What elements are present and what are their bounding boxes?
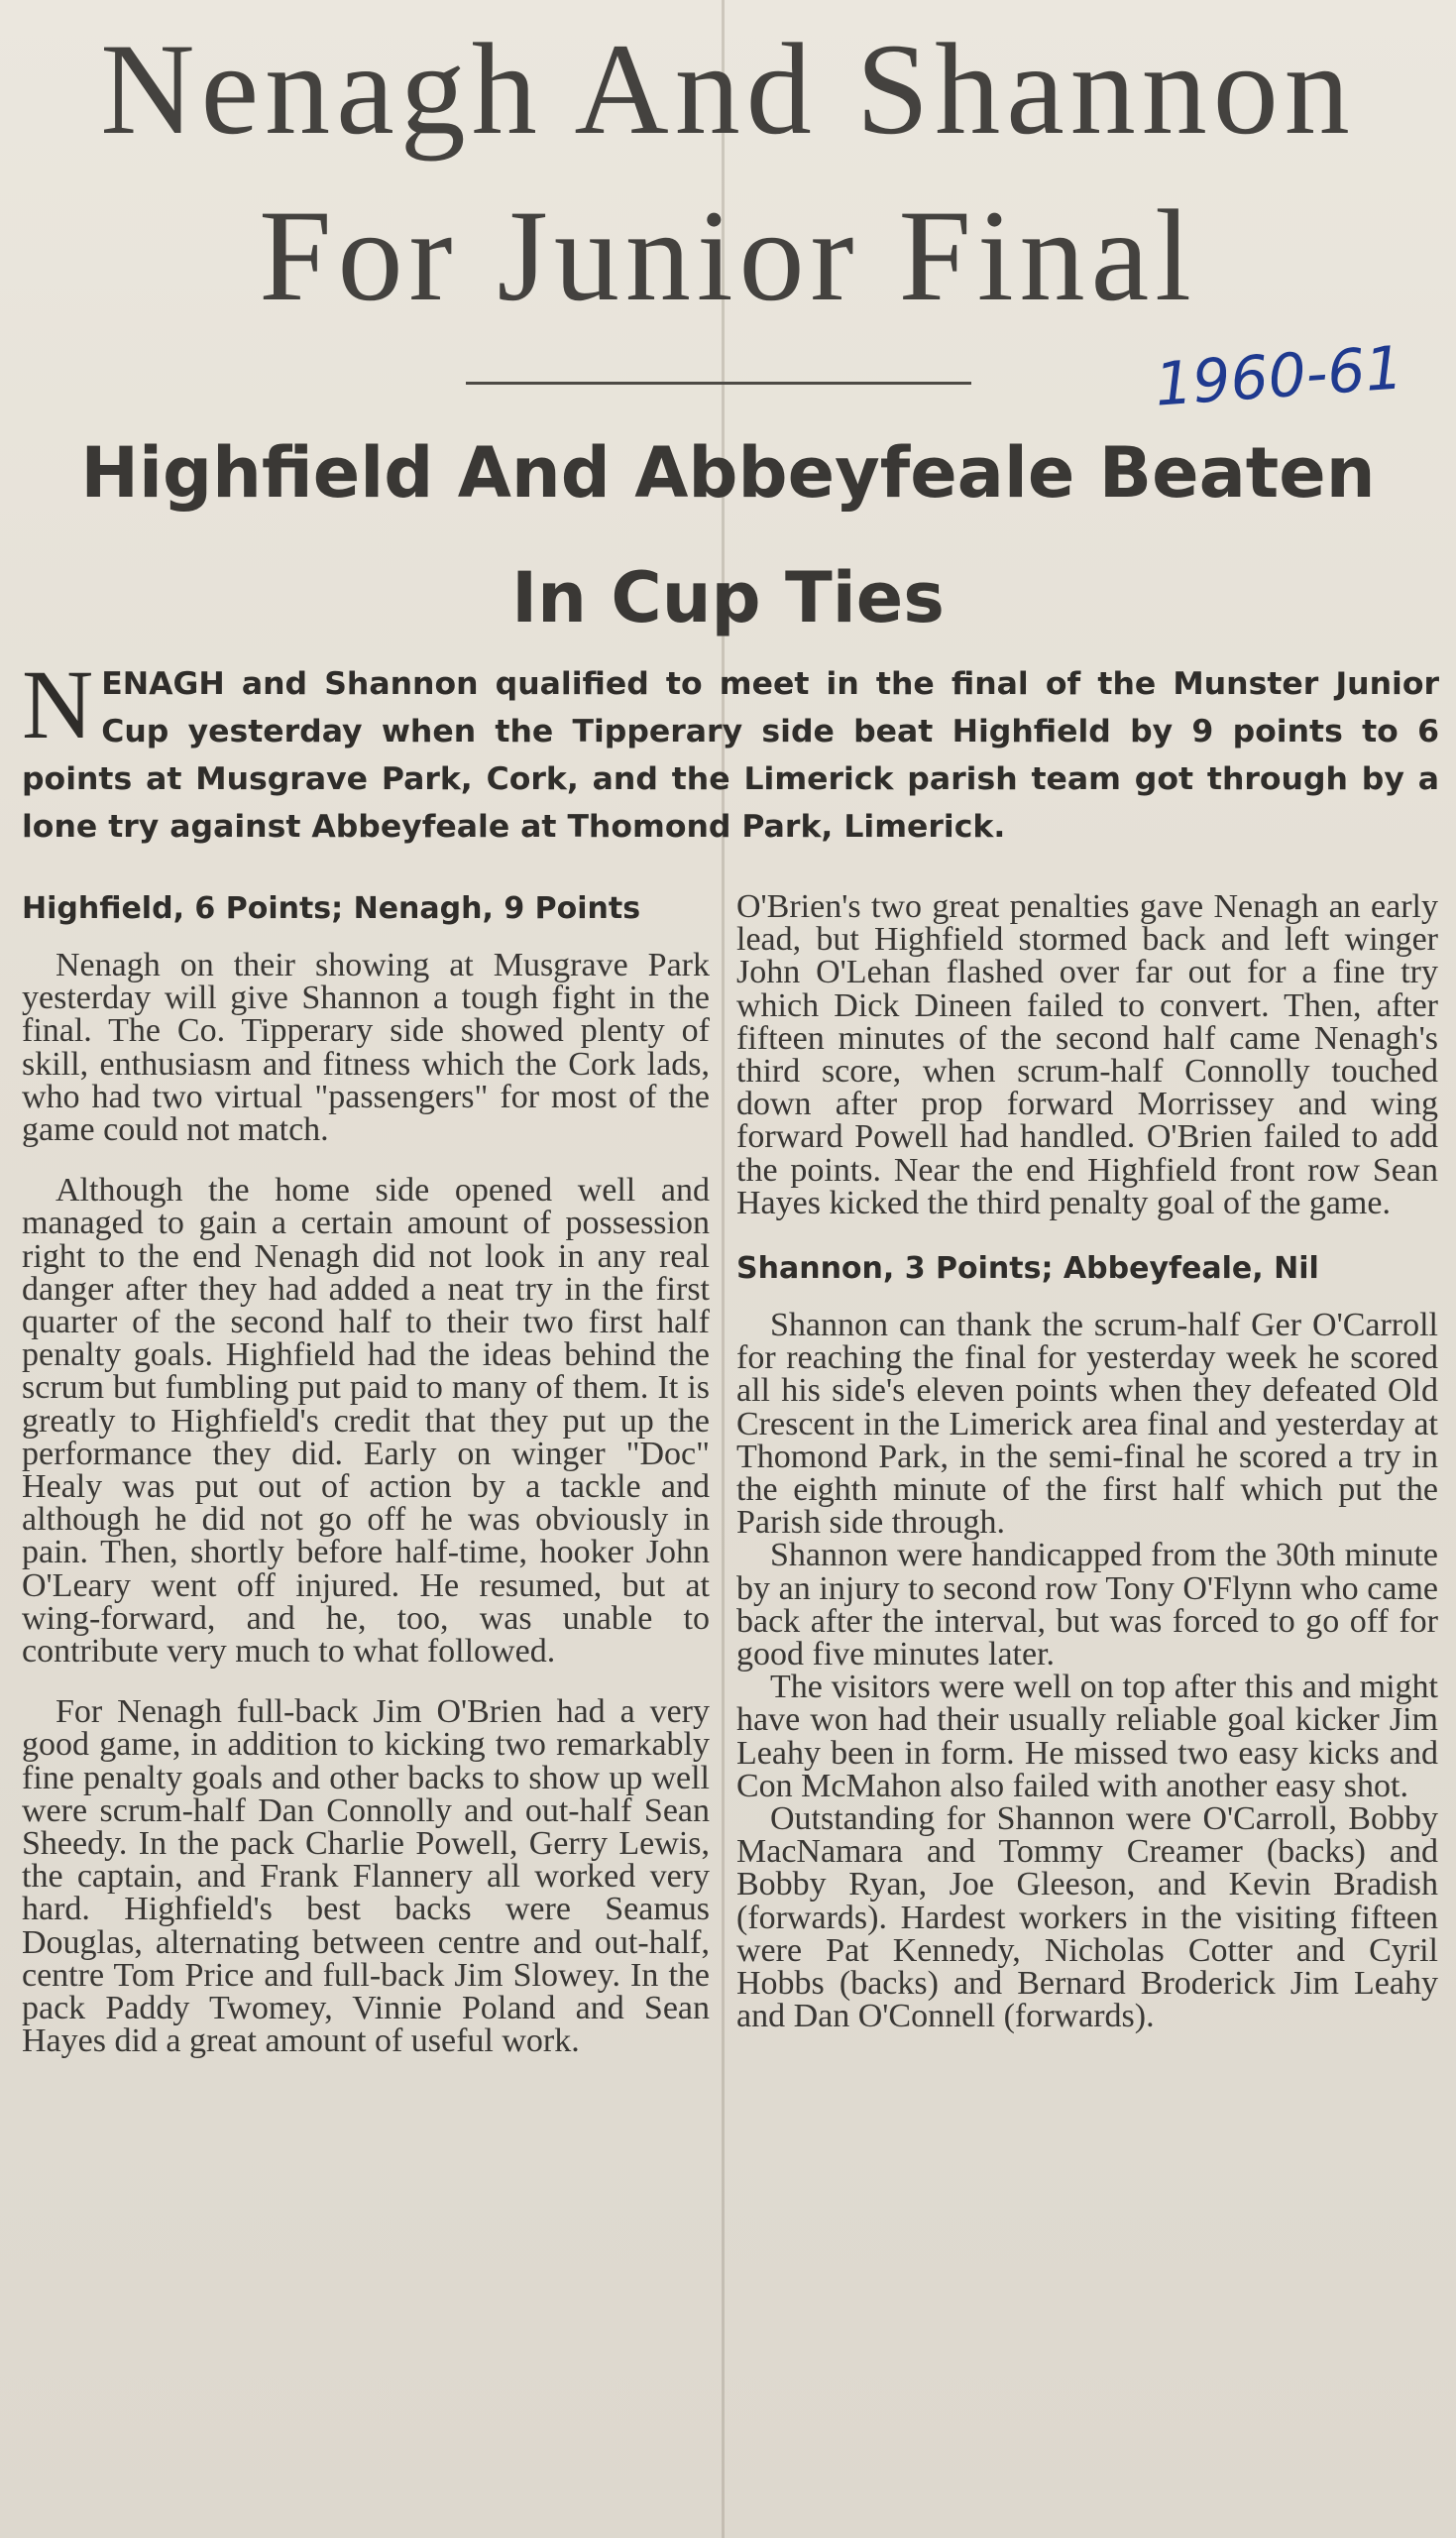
page-fold xyxy=(722,0,725,2538)
headline-rule xyxy=(466,382,971,385)
section-heading-highfield-nenagh: Highfield, 6 Points; Nenagh, 9 Points xyxy=(22,891,641,926)
article-paragraph: For Nenagh full-back Jim O'Brien had a very good game, in addition to kicking two remarkably fine penalty goals and other backs to show up well were scrum-half Dan Connolly and out-half Sean Sheedy. In the pack Charlie Powell, Gerry Lewis, the captain, and Frank Flannery all worked very hard. Highfield's best backs were Seamus Douglas, alternating between centre and out-half, centre Tom Price and full-back Jim Slowey. In the pack Paddy Twomey, Vinnie Poland and Sean Hayes did a great amount of useful work. xyxy=(22,1693,710,2060)
headline-line-1: Nenagh And Shannon xyxy=(100,16,1356,162)
article-paragraph: Outstanding for Shannon were O'Carroll, Bobby MacNamara and Tommy Creamer (backs) and Bobby Ryan, Joe Gleeson, and Kevin Bradish (forwards). Hardest workers in the visiting fifteen were Pat Kennedy, Nicholas Cotter and Cyril Hobbs (backs) and Bernard Broderick Jim Leahy and Dan O'Connell (forwards). xyxy=(736,1800,1438,2035)
column-left xyxy=(22,887,710,2523)
article-paragraph: Shannon were handicapped from the 30th minute by an injury to second row Tony O'Flynn who came back after the interval, but was forced to go off for good five minutes later. xyxy=(736,1537,1438,1673)
section-heading-shannon-abbeyfeale: Shannon, 3 Points; Abbeyfeale, Nil xyxy=(736,1251,1319,1287)
subheadline-line-1: Highfield And Abbeyfeale Beaten xyxy=(80,432,1376,514)
headline-line-2: For Junior Final xyxy=(259,182,1197,328)
column-right xyxy=(736,890,1438,2526)
article-paragraph: Nenagh on their showing at Musgrave Park yesterday will give Shannon a tough fight in the final. The Co. Tipperary side showed plenty of skill, enthusiasm and fitness which the Cork lads, who had two virtual "passengers" for most of the game could not match. xyxy=(22,947,710,1149)
subheadline-line-2: In Cup Ties xyxy=(511,557,945,638)
drop-cap: N xyxy=(22,649,94,759)
article-paragraph: O'Brien's two great penalties gave Nenagh an early lead, but Highfield stormed back and left winger John O'Lehan flashed over far out for a fine try which Dick Dineen failed to convert. Then, after fifteen minutes of the second half came Nenagh's third score, when scrum-half Connolly touched down after prop forward Morrissey and wing forward Powell had handled. O'Brien failed to add the points. Near the end Highfield front row Sean Hayes kicked the third penalty goal of the game. xyxy=(736,890,1438,1221)
lead-paragraph xyxy=(22,649,1439,851)
handwritten-note: 1960-61 xyxy=(1152,333,1405,420)
lead-text: ENAGH and Shannon qualified to meet in the final of the Munster Junior Cup yesterday when the Tipperary side beat Highfield by 9 points to 6 points at Musgrave Park, Cork, and the Limerick parish team got through by a lone try against Abbeyfeale at Thomond Park, Limerick. xyxy=(22,666,1439,845)
article-paragraph: Although the home side opened well and managed to gain a certain amount of possession right to the end Nenagh did not look in any real danger after they had added a neat try in the first quarter of the second half to their two first half penalty goals. Highfield had the ideas behind the scrum but fumbling put paid to many of them. It is greatly to Highfield's credit that they put up the performance they did. Early on winger "Doc" Healy was put out of action by a tackle and although he did not go off he was obviously in pain. Then, shortly before half-time, hooker John O'Leary went off injured. He resumed, but at wing-forward, and he, too, was unable to contribute very much to what followed. xyxy=(22,1172,710,1671)
article-paragraph: Shannon can thank the scrum-half Ger O'Carroll for reaching the final for yesterday week he scored all his side's eleven points when they defeated Old Crescent in the Limerick area final and yesterday at Thomond Park, in the semi-final he scored a try in the eighth minute of the first half which put the Parish side through. xyxy=(736,1307,1438,1542)
article-paragraph: The visitors were well on top after this and might have won had their usually reliable goal kicker Jim Leahy been in form. He missed two easy kicks and Con McMahon also failed with another easy shot. xyxy=(736,1669,1438,1804)
